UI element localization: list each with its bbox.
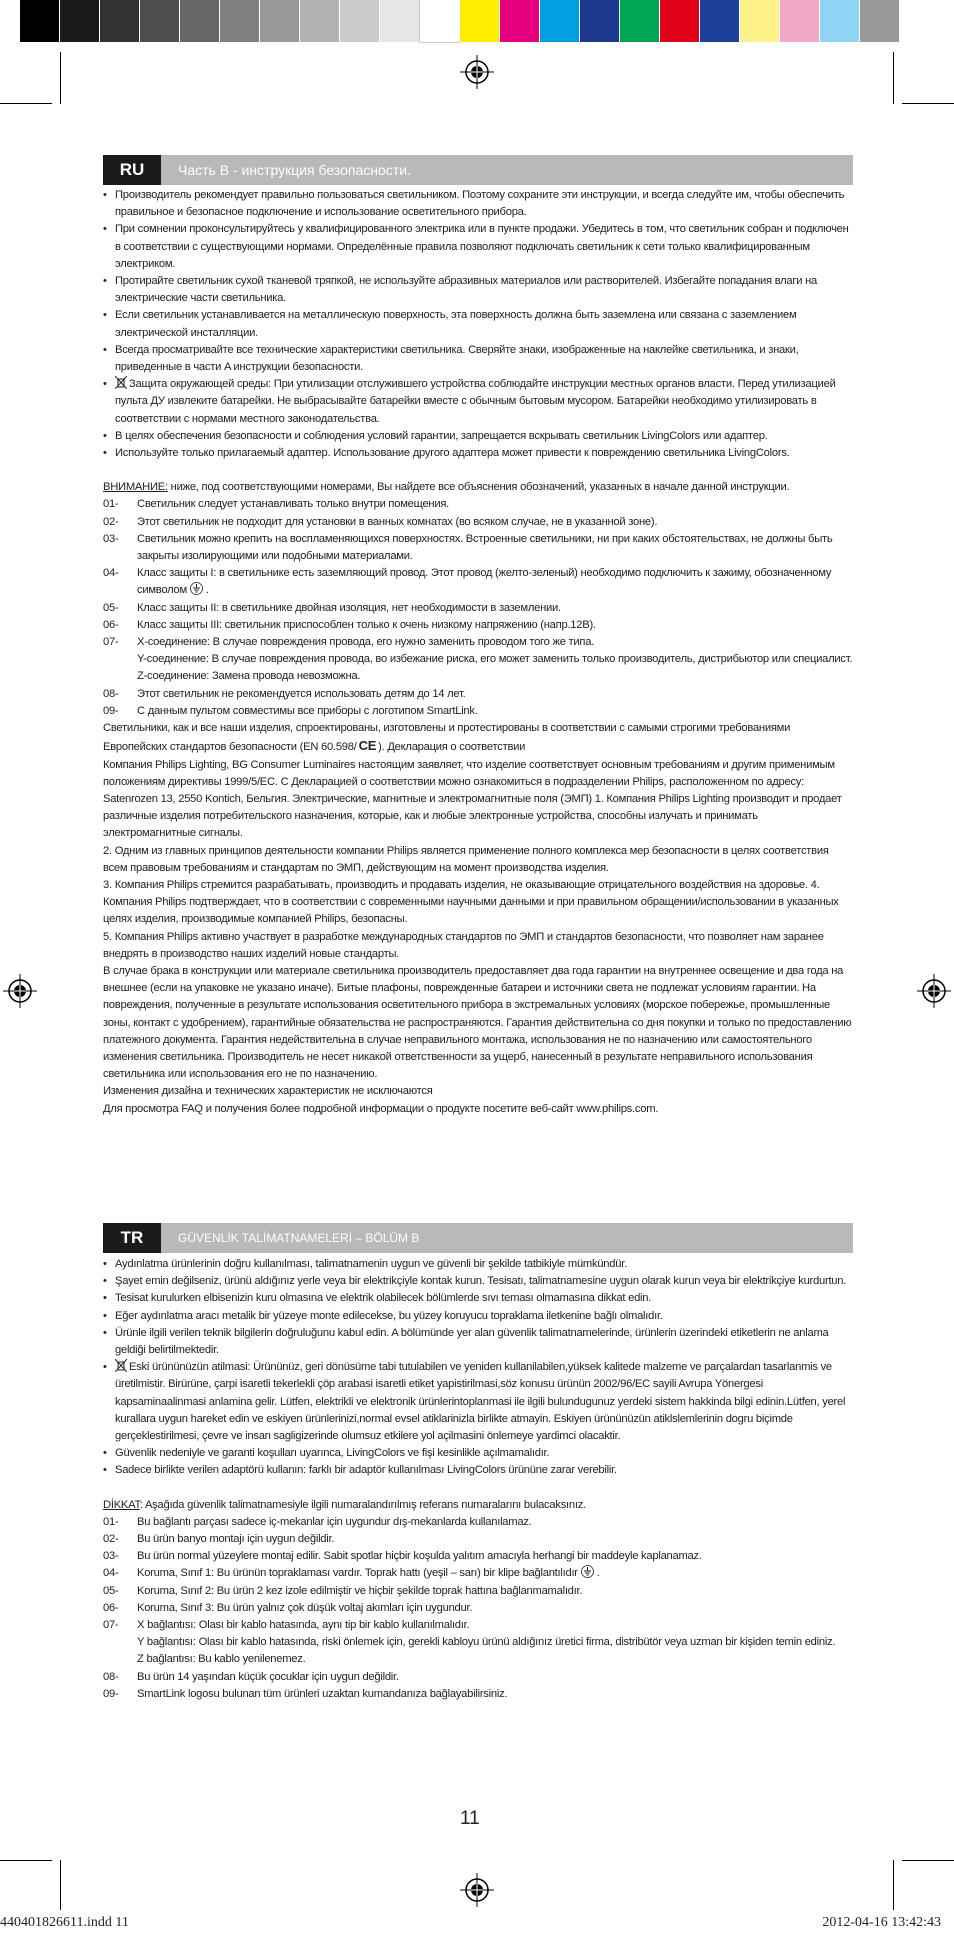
registration-mark-icon <box>917 974 951 1008</box>
list-item: • Tesisat kurulurken elbisenizin kuru olmasına ve elektrik olabilecek bölümlerde sıvı teması olmamasına dikkat edin. <box>103 1290 853 1307</box>
crop-mark <box>893 52 894 104</box>
safety-bullet-list <box>103 187 853 462</box>
crossed-bin-icon <box>115 1359 127 1372</box>
color-swatch <box>140 0 180 42</box>
color-swatch <box>540 0 580 42</box>
color-swatch <box>460 0 500 42</box>
registration-mark-icon <box>460 1873 494 1907</box>
paragraph: Для просмотра FAQ и получения более подробной информации о продукте посетите веб-сайт www.philips.com. <box>103 1102 659 1115</box>
list-item: • Если светильник устанавливается на металлическую поверхность, эта поверхность должна быть заземлена или связана с заземлением электрической инсталляции. <box>103 307 853 341</box>
list-item: 09- SmartLink logosu bulunan tüm ürünleri uzaktan kumandanıza bağlayabilirsiniz. <box>103 1687 508 1700</box>
paragraph: 3. Компания Philips стремится разрабатывать, производить и продавать изделия, не оказывающие отрицательного воздействия на здоровье. 4. Компания Philips подтверждает, что в соответствии с современными научными данными и при правильном обращении/использовании в указанных целях изделия, производимые компанией Philips, безопасны. <box>103 878 839 926</box>
list-item: 04- Koruma, Sınıf 1: Bu ürünün topraklaması vardır. Toprak hattı (yeşil – sarı) bir klipe bağlantılıdır . <box>103 1567 600 1580</box>
printer-color-bar <box>20 0 900 42</box>
attention-label: DİKKAT <box>103 1498 140 1511</box>
list-item: 07- X bağlantısı: Olası bir kablo hatasında, aynı tip bir kablo kullanılmalıdır. Y bağlantısı: Olası bir kablo hatasında, riski önlemek için, gerekli kabloyu ürünü aldığınız üretici firma, distribütör veya uzman bir kişiden temin ediniz. Z bağlantısı: Bu kablo yenilenemez. <box>103 1619 836 1666</box>
paragraph: В случае брака в конструкции или материале светильника производитель предоставляет два года гарантии на внутреннее освещение и два года на внешнее (если на упаковке не указано иначе). Битые плафоны, поврежденные батареи и источники света не подлежат условиям гарантии. На повреждения, полученные в результате использования осветительного прибора в экстремальных условиях (морское побережье, промышленные зоны, контакт с удобрением), гарантийные обязательства не распространяются. Гарантия действительна со дня покупки и только по предоставлению платежного документа. Гарантия недействительна в случае неправильного монтажа, использования не по назначению или самостоятельного изменения светильника. Производитель не несет никакой ответственности за ущерб, нанесенный в результате неправильного использования светильника или использования его не по назначению. <box>103 964 852 1081</box>
numbered-list <box>103 496 853 720</box>
color-swatch <box>420 0 460 42</box>
list-item-text: Eski ürününüzün atilmasi: Ürününüz, geri dönüsüme tabi tutulabilen ve yeniden kullanilabilen,yüksek kalitede malzeme ve parçalardan tasarlanmis ve üretilmistir. Birürüne, çarpi isaretli tekerlekli çöp arabasi isaretli etiket yapistirilmasi,söz konusu ürünün 2002/96/EC sayili Avrupa Yönergesi kapsaminaalinmasi anlamina gelir. Lütfen, elektrikli ve elektronik ürünlerintoplanmasi ile ilgili bulundugunuz yerdeki sistem hakkinda bilgi edinin.Lütfen, yerel kurallara uygun hareket edin ve eskiyen ürünlerinizi,normal evsel atiklarinizla birlikte atmayin. Eskiyen ürününüzün atiklslemlerinin dogru biçimde gerçeklestirilmesi, çevre ve insan sagligizerinde olumsuz etkilere yol açilmasini önlemeye yardimci olacaktir. <box>115 1361 846 1443</box>
paragraph: 2. Одним из главных принципов деятельности компании Philips является применение полного комплекса мер безопасности в целях соответствия всем правовым требованиям и стандартам по ЭМП, действующим на момент производства изделия. <box>103 844 829 874</box>
section-title: Часть B - инструкция безопасности. <box>178 162 411 178</box>
color-swatch <box>500 0 540 42</box>
list-item <box>103 376 853 428</box>
list-item: • Güvenlik nedeniyle ve garanti koşulları uyarınca, LivingColors ve fişi kesinlikle açılmamalıdır. <box>103 1445 853 1462</box>
paragraph: 5. Компания Philips активно участвует в разработке международных стандартов по ЭМП и стандартов безопасности, что позволяет нам заранее внедрять в производство наших изделий новые стандарты. <box>103 930 824 960</box>
list-item: • Şayet emin değilseniz, ürünü aldığınız yerle veya bir elektrikçiyle kontak kurun. Tesisatı, talimatnamesine uygun olarak kurun veya bir elektrikçiye kurdurtun. <box>103 1273 853 1290</box>
color-swatch <box>780 0 820 42</box>
section-body-tr <box>103 1256 853 1703</box>
registration-mark-icon <box>3 974 37 1008</box>
list-item: 06- Koruma, Sınıf 3: Bu ürün yalnız çok düşük voltaj akımları için uygundur. <box>103 1601 473 1614</box>
color-swatch <box>180 0 220 42</box>
list-item: 03- Bu ürün normal yüzeylere montaj edilir. Sabit spotlar hiçbir koşulda yalıtım amacıyla herhangi bir maddeyle kaplanamaz. <box>103 1550 702 1563</box>
attention-label: ВНИМАНИЕ: <box>103 481 168 494</box>
list-item: • В целях обеспечения безопасности и соблюдения условий гарантии, запрещается вскрывать светильник LivingColors или адаптер. <box>103 428 853 445</box>
color-swatch <box>340 0 380 42</box>
list-item: 08- Bu ürün 14 yaşından küçük çocuklar için uygun değildir. <box>103 1670 399 1683</box>
color-swatch <box>20 0 60 42</box>
list-item: 08- Этот светильник не рекомендуется использовать детям до 14 лет. <box>103 687 466 700</box>
list-item-text: Защита окружающей среды: При утилизации отслужившего устройства соблюдайте инструкции местных органов власти. Перед утилизацией пульта ДУ извлеките батарейки. Не выбрасывайте батарейки вместе с обычным бытовым мусором. Батарейки необходимо утилизировать в соответствии с нормами местного законодательства. <box>115 378 836 425</box>
list-item: • Всегда просматривайте все технические характеристики светильника. Сверяйте знаки, изображенные на наклейке светильника, и знаки, приведенные в части A инструкции безопасности. <box>103 342 853 376</box>
paragraph: Светильники, как и все наши изделия, спроектированы, изготовлены и протестированы в соответствии с самыми строгими требованиями Европейских стандартов безопасности (EN 60.598/ CE ). Декларация о соответствии <box>103 722 791 754</box>
color-swatch <box>700 0 740 42</box>
crop-mark <box>0 1860 52 1861</box>
paragraph: Компания Philips Lighting, BG Consumer Luminaires настоящим заявляет, что изделие соответствует основным требованиям и другим применимым положениям директивы 1999/5/EC. С Декларацией о соответствии можно ознакомиться в подразделении Philips, расположенном по адресу: Satenrozen 13, 2550 Kontich, Бельгия. Электрические, магнитные и электромагнитные поля (ЭМП) 1. Компания Philips Lighting производит и продает различные изделия потребительского назначения, которые, как и любые электронные устройства, способны излучать и принимать электромагнитные сигналы. <box>103 758 842 840</box>
earth-ground-icon <box>190 582 203 595</box>
list-item <box>103 1359 853 1445</box>
color-swatch <box>300 0 340 42</box>
list-item: 01- Bu bağlantı parçası sadece iç-mekanlar için uygundur dış-mekanlarda kullanılamaz. <box>103 1515 532 1528</box>
section-body-ru <box>103 187 853 1118</box>
list-item: 09- С данным пультом совместимы все приборы с логотипом SmartLink. <box>103 704 478 717</box>
paragraph: Изменения дизайна и технических характеристик не исключаются <box>103 1085 433 1098</box>
color-swatch <box>820 0 860 42</box>
footer-timestamp: 2012-04-16 13:42:43 <box>822 1915 941 1930</box>
list-item: 03- Светильник можно крепить на воспламеняющихся поверхностях. Встроенные светильники, ни при каких обстоятельствах, не должны быть закрыты изолирующими или подобными материалами. <box>103 532 833 563</box>
list-item: 04- Класс защиты I: в светильнике есть заземляющий провод. Этот провод (желто-зеленый) необходимо подключить к зажиму, обозначенному символом . <box>103 567 832 597</box>
list-item: 02- Этот светильник не подходит для установки в ванных комнатах (во всяком случае, не в указанной зоне). <box>103 515 658 528</box>
section-header-tr <box>103 1223 853 1253</box>
attention-text: ниже, под соответствующими номерами, Вы найдете все объяснения обозначений, указанных в начале данной инструкции. <box>167 481 790 494</box>
attention-text: : Aşağıda güvenlik talimatnamesiyle ilgili numaralandırılmış referans numaralarını bulacaksınız. <box>139 1498 586 1511</box>
list-item: • Используйте только прилагаемый адаптер. Использование другого адаптера может привести к повреждению светильника LivingColors. <box>103 445 853 462</box>
footer-filename: 440401826611.indd 11 <box>0 1915 129 1930</box>
color-swatch <box>740 0 780 42</box>
color-swatch <box>60 0 100 42</box>
list-item: 07- X-соединение: В случае повреждения провода, его нужно заменить проводом того же типа. Y-соединение: В случае повреждения провода, во избежание риска, его может заменить только производитель, дистрибьютор или специалист. Z-соединение: Замена провода невозможна. <box>103 636 853 683</box>
color-swatch <box>620 0 660 42</box>
color-swatch <box>380 0 420 42</box>
color-swatch <box>660 0 700 42</box>
language-tag: TR <box>103 1223 161 1253</box>
list-item: 05- Класс защиты II: в светильнике двойная изоляция, нет необходимости в заземлении. <box>103 601 561 614</box>
list-item: • При сомнении проконсультируйтесь у квалифицированного электрика или в пункте продажи. Убедитесь в том, что светильник собран и подключен в соответствии с существующими нормами. Определённые правила позволяют подключать светильник к сети только квалифицированным электриком. <box>103 221 853 273</box>
attention-note <box>103 479 853 496</box>
crop-mark <box>60 1860 61 1910</box>
color-swatch <box>580 0 620 42</box>
section-header-ru <box>103 155 853 185</box>
crop-mark <box>902 1860 954 1861</box>
earth-ground-icon <box>581 1565 594 1578</box>
crop-mark <box>60 52 61 104</box>
list-item: • Sadece birlikte verilen adaptörü kullanın: farklı bir adaptör kullanılması LivingColors ürününe zarar verebilir. <box>103 1462 853 1479</box>
list-item: • Производитель рекомендует правильно пользоваться светильником. Поэтому сохраните эти инструкции, и всегда следуйте им, чтобы обеспечить правильное и безопасное подключение и использование осветительного прибора. <box>103 187 853 221</box>
page-number: 11 <box>460 1808 480 1829</box>
list-item: 01- Светильник следует устанавливать только внутри помещения. <box>103 498 450 511</box>
list-item: • Aydınlatma ürünlerinin doğru kullanılması, talimatnamenin uygun ve güvenli bir şekilde tatbikiyle mümkündür. <box>103 1256 853 1273</box>
ce-mark-icon: CE <box>358 738 377 754</box>
color-swatch <box>100 0 140 42</box>
color-swatch <box>260 0 300 42</box>
language-tag: RU <box>103 155 161 185</box>
crop-mark <box>0 103 52 104</box>
color-swatch <box>220 0 260 42</box>
list-item: 05- Koruma, Sınıf 2: Bu ürün 2 kez izole edilmiştir ve hiçbir şekilde toprak hattına bağlanmamalıdır. <box>103 1584 583 1597</box>
list-item: • Протирайте светильник сухой тканевой тряпкой, не используйте абразивных материалов или растворителей. Избегайте попадания влаги на электрические части светильника. <box>103 273 853 307</box>
crop-mark <box>902 103 954 104</box>
list-item: 02- Bu ürün banyo montajı için uygun değildir. <box>103 1533 335 1546</box>
registration-mark-icon <box>460 55 494 89</box>
list-item: 06- Класс защиты III: светильник приспособлен только к очень низкому напряжению (напр.12В). <box>103 618 596 631</box>
numbered-list <box>103 1514 853 1703</box>
section-title: GÜVENLİK TALİMATNAMELERİ – BÖLÜM B <box>178 1231 420 1245</box>
attention-note <box>103 1497 853 1514</box>
crossed-bin-icon <box>115 376 127 389</box>
list-item: • Ürünle ilgili verilen teknik bilgilerin doğruluğunu kabul edin. A bölümünde yer alan güvenlik talimatnamelerinde, ürünlerin üzerindeki etiketlerin ne anlama geldiği belirtilmektedir. <box>103 1325 853 1359</box>
safety-bullet-list <box>103 1256 853 1480</box>
list-item: • Eğer aydınlatma aracı metalik bir yüzeye monte edilecekse, bu yüzey koruyucu topraklama iletkenine bağlı olmalıdır. <box>103 1308 853 1325</box>
color-swatch <box>860 0 900 42</box>
crop-mark <box>893 1860 894 1910</box>
